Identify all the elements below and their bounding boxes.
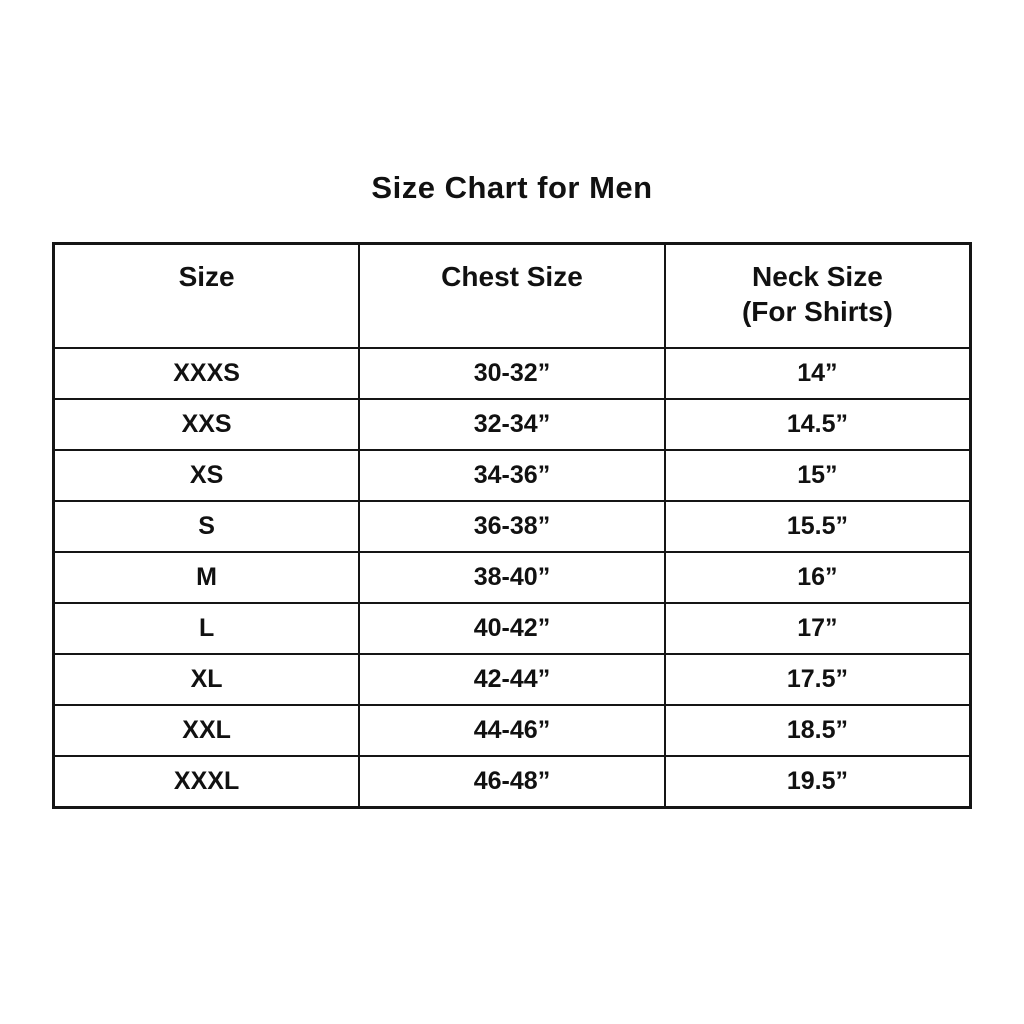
chest-size-cell: 44-46” [359,705,665,756]
column-header-neck-size-label: Neck Size [752,261,883,292]
column-header-neck-size [665,244,971,349]
size-cell: XXXL [54,756,360,808]
chest-size-cell: 38-40” [359,552,665,603]
table-row [54,705,971,756]
table-row [54,603,971,654]
size-cell: L [54,603,360,654]
size-cell: XS [54,450,360,501]
chest-size-cell: 36-38” [359,501,665,552]
neck-size-cell: 14.5” [665,399,971,450]
neck-size-cell: 17” [665,603,971,654]
size-cell: S [54,501,360,552]
column-header-size-label: Size [178,261,235,292]
column-header-chest-size [359,244,665,349]
chest-size-cell: 30-32” [359,348,665,399]
page-title: Size Chart for Men [371,170,653,205]
size-cell: XL [54,654,360,705]
table-row [54,756,971,808]
size-cell: M [54,552,360,603]
chest-size-cell: 34-36” [359,450,665,501]
table-row [54,654,971,705]
table-row [54,450,971,501]
neck-size-cell: 18.5” [665,705,971,756]
neck-size-cell: 17.5” [665,654,971,705]
table-row [54,399,971,450]
chest-size-cell: 40-42” [359,603,665,654]
size-chart-table [52,242,972,809]
table-row [54,348,971,399]
table-row [54,501,971,552]
neck-size-cell: 16” [665,552,971,603]
neck-size-cell: 15” [665,450,971,501]
size-cell: XXXS [54,348,360,399]
neck-size-cell: 15.5” [665,501,971,552]
neck-size-cell: 19.5” [665,756,971,808]
neck-size-cell: 14” [665,348,971,399]
column-header-neck-size-sublabel: (For Shirts) [741,296,893,327]
header-row [54,244,971,349]
chest-size-cell: 46-48” [359,756,665,808]
chest-size-cell: 42-44” [359,654,665,705]
size-cell: XXS [54,399,360,450]
column-header-chest-size-label: Chest Size [441,261,583,292]
chest-size-cell: 32-34” [359,399,665,450]
table-row [54,552,971,603]
size-cell: XXL [54,705,360,756]
column-header-size [54,244,360,349]
